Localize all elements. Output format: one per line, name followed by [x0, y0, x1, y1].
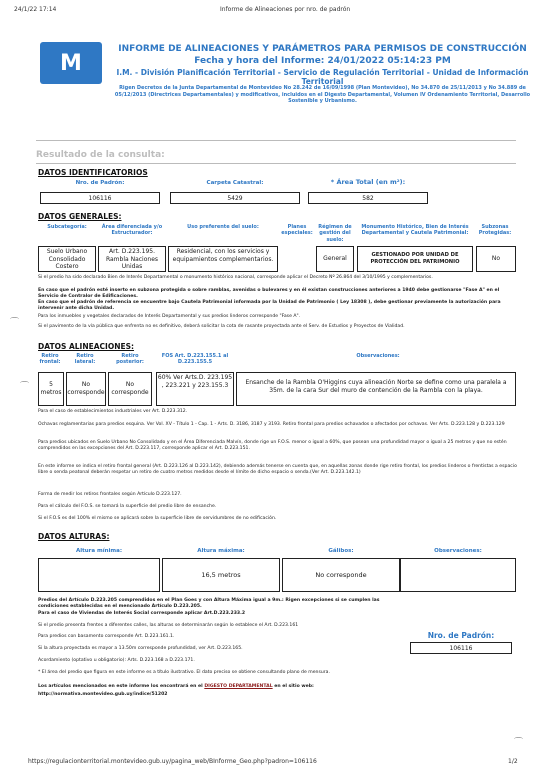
report-division: I.M. - División Planificación Territorial - Servicio de Regulación Territorial - Unidad de Información Territorial: [116, 68, 529, 87]
monumento-value: GESTIONADO POR UNIDAD DE PROTECCIÓN DEL PATRIMONIO: [357, 246, 473, 272]
alturas-note-2: Para el caso de Viviendas de Interés Social corresponde aplicar Art.D.223.233.2: [38, 611, 246, 616]
print-page-title: Informe de Alineaciones por nro. de padrón: [220, 6, 351, 13]
fos-value: 60% Ver Arts.D. 223.195 , 223.221 y 223.155.3: [156, 372, 234, 406]
galibos-header: Gálibos:: [328, 548, 354, 554]
generales-note-3: En caso que el padrón de referencia se encuentre bajo Cautela Patrimonial informada por la Unidad de Patrimonio ( Ley 18308 ), debe gestionar previamente la autorización para intervenir ante dicha Unidad.: [38, 300, 501, 311]
retiro-lateral-value: No corresponde: [66, 372, 106, 406]
altura-maxima-header: Altura máxima:: [197, 548, 245, 554]
alineaciones-observaciones-header: Observaciones:: [356, 353, 400, 359]
alineaciones-note-1: Para el caso de establecimientos industriales ver Art. D.223.312.: [38, 409, 188, 414]
altura-minima-value: [38, 558, 160, 592]
fos-header: FOS Art. D.223.155.1 al D.223.155.5: [161, 353, 229, 366]
logo-glyph: M: [60, 51, 82, 76]
altura-minima-header: Altura mínima:: [75, 548, 123, 554]
alturas-heading: DATOS ALTURAS:: [38, 532, 110, 541]
alineaciones-note-5: Forma de medir los retiros frontales según Artículo D.223.127.: [38, 492, 182, 497]
padron-value: 106116: [40, 192, 160, 204]
pen-mark: ⌒: [10, 318, 20, 328]
montevideo-logo-icon: [40, 42, 102, 84]
alturas-observaciones-header: Observaciones:: [434, 548, 482, 554]
digesto-url[interactable]: http://normativa.montevideo.gub.uy/indice/51202: [38, 692, 168, 697]
padron-value-bottom: 106116: [410, 642, 512, 654]
alturas-note-7: * El área del predio que figura en este informe es a título ilustrativo. El dato preciso se obtiene consultando plano de mensura.: [38, 670, 330, 675]
carpeta-value: 5429: [170, 192, 300, 204]
retiro-frontal-value: 5 metros: [38, 372, 64, 406]
altura-maxima-value: 16,5 metros: [162, 558, 280, 592]
alineaciones-note-3: Para predios ubicados en Suelo Urbano No Consolidado y en el Área Diferenciada Malvín, donde rige un F.O.S. menor o igual a 60%, que posean una profundidad mayor o igual a 25 metros y que no estén comprendidos en las excepciones del Art. D.223.117, corresponde aplicar el Art. D.223.151.: [38, 440, 507, 451]
retiro-posterior-header: Retiro posterior:: [116, 353, 144, 366]
subcategoria-header: Subcategoría:: [47, 224, 87, 230]
regimen-header: Régimen de gestión del suelo:: [318, 224, 352, 243]
report-decrees: Rigen Decretos de la Junta Departamental de Montevideo No 28.242 de 16/09/1998 (Plan Montevideo), No 34.870 de 25/11/2013 y No 34.889 de 05/12/2013 (Directrices Departamentales) y modificativos, incluidos en el Digesto Departamental, Volumen IV Ordenamiento Territorial, Desarrollo Sostenible y Urbanismo.: [114, 85, 531, 104]
alturas-note-1: Predios del Artículo D.223.205 comprendidos en el Plan Goes y con Altura Máxima igual a 9m.: Rigen excepciones si se cumplen las condiciones establecidas en el mencionado Artículo D.223.205.: [38, 598, 380, 609]
alturas-note-4: Para predios con basamento corresponde Art. D.223.161.1.: [38, 634, 175, 639]
padron-label: Nro. de Padrón:: [75, 180, 125, 186]
galibos-value: No corresponde: [282, 558, 400, 592]
digesto-post: en el sitio web:: [272, 684, 314, 689]
alineaciones-heading: DATOS ALINEACIONES:: [38, 342, 135, 351]
subcategoria-value: Suelo Urbano Consolidado Costero: [38, 246, 96, 272]
uso-value: Residencial, con los servicios y equipamientos complementarios.: [168, 246, 278, 272]
report-title: INFORME DE ALINEACIONES Y PARÁMETROS PARA PERMISOS DE CONSTRUCCIÓN: [118, 44, 527, 54]
generales-note-5: Si el pavimento de la vía pública que enfrenta no es definitivo, deberá solicitar la cota de rasante proyectada ante el Serv. de Estudios y Proyectos de Vialidad.: [38, 324, 405, 329]
carpeta-label: Carpeta Catastral:: [206, 180, 264, 186]
retiro-lateral-header: Retiro lateral:: [74, 353, 96, 366]
alineaciones-note-7: Si el F.O.S es del 100% el mismo se aplicará sobre la superficie libre de servidumbres de no edificación.: [38, 516, 277, 521]
pen-mark: ⌒: [514, 738, 524, 748]
subzonas-header: Subzonas Protegidas:: [478, 224, 512, 237]
report-datetime: Fecha y hora del Informe: 24/01/2022 05:14:23 PM: [194, 56, 451, 66]
area-diferenciada-header: Área diferenciada y/o Estructurador:: [101, 224, 163, 237]
alturas-note-6: Acordamiento (optativo u obligatorio): Arts. D.223.168 a D.223.171.: [38, 658, 195, 663]
area-diferenciada-value: Art. D.223.195. Rambla Naciones Unidas: [98, 246, 166, 272]
monumento-header: Monumento Histórico, Bien de Interés Departamental y Cautela Patrimonial:: [361, 224, 469, 237]
result-heading: Resultado de la consulta:: [36, 150, 165, 160]
pen-mark: ⌒: [20, 382, 30, 392]
padron-label-bottom: Nro. de Padrón:: [427, 631, 495, 640]
print-datetime: 24/1/22 17:14: [14, 6, 57, 13]
print-url: https://regulacionterritorial.montevideo.gub.uy/pagina_web/BInforme_Geo.php?padron=106116: [28, 758, 317, 765]
retiro-posterior-value: No corresponde: [108, 372, 152, 406]
area-value: 582: [308, 192, 428, 204]
digesto-line: [38, 684, 478, 690]
digesto-pre: Los artículos mencionados en este informe los encontrará en el: [38, 684, 205, 689]
generales-note-1: Si el predio ha sido declarado Bien de Interés Departamental o monumento histórico nacional, corresponde aplicar el Decreto Nº 26.864 del 3/10/1995 y complementarios.: [38, 275, 433, 280]
divider: [36, 163, 516, 164]
generales-heading: DATOS GENERALES:: [38, 212, 122, 221]
subzonas-value: No: [476, 246, 516, 272]
alturas-observaciones-value: [400, 558, 516, 592]
planes-header: Planes especiales:: [281, 224, 313, 237]
alturas-note-3: Si el predio presenta frentes a diferentes calles, las alturas se determinarán según lo establece el Art. D.223.161: [38, 623, 299, 628]
area-label: * Área Total (en m²):: [330, 178, 406, 186]
alineaciones-observaciones-value: Ensanche de la Rambla O'Higgins cuya alineación Norte se define como una paralela a 35m. de la cara Sur del muro de contención de la Rambla con la playa.: [236, 372, 516, 406]
alineaciones-note-6: Para el cálculo del F.O.S. se tomará la superficie del predio libre de ensanche.: [38, 504, 217, 509]
retiro-frontal-header: Retiro frontal:: [39, 353, 61, 366]
digesto-link[interactable]: DIGESTO DEPARTAMENTAL: [204, 684, 273, 689]
regimen-value: General: [316, 246, 354, 272]
alturas-note-5: Si la altura proyectada es mayor a 13.50m corresponde profundidad, ver Art. D.223.165.: [38, 646, 243, 651]
generales-note-4: Para los inmuebles y vegetales declarados de Interés Departamental y sus predios linderos corresponde "Fase A".: [38, 314, 301, 319]
divider: [36, 140, 516, 141]
alineaciones-note-4: En este informe se indica el retiro frontal general (Art. D.223.126 al D.223.142), debiendo además tenerse en cuenta que, en aquellas zonas donde rige retiro frontal, los predios linderos o frentistas a espacio libre o senda peatonal deberán respetar un retiro de cuatro metros medidos desde el límite de dicho espacio o senda.(Ver Art. D.223.142.1): [38, 464, 517, 475]
identificadores-heading: DATOS IDENTIFICATORIOS: [38, 168, 148, 177]
print-page-number: 1/2: [508, 758, 518, 765]
uso-header: Uso preferente del suelo:: [187, 224, 259, 230]
alineaciones-note-2: Ochavas reglamentarias para predios esquina. Ver Vol. XV - Título 1 - Cap. 1 - Arts. D. 3186, 3187 y 3193. Retiro frontal para predios ochavados o afectados por ochavas. Ver Arts. D.223.128 y D.223.129: [38, 422, 505, 427]
generales-note-2: En caso que el padrón esté inserto en subzona protegida o sobre ramblas, avenidas o bulevares y en él existan construcciones anteriores a 1940 debe gestionarse "Fase A" en el Servicio de Contralor de Edificaciones.: [38, 288, 500, 299]
